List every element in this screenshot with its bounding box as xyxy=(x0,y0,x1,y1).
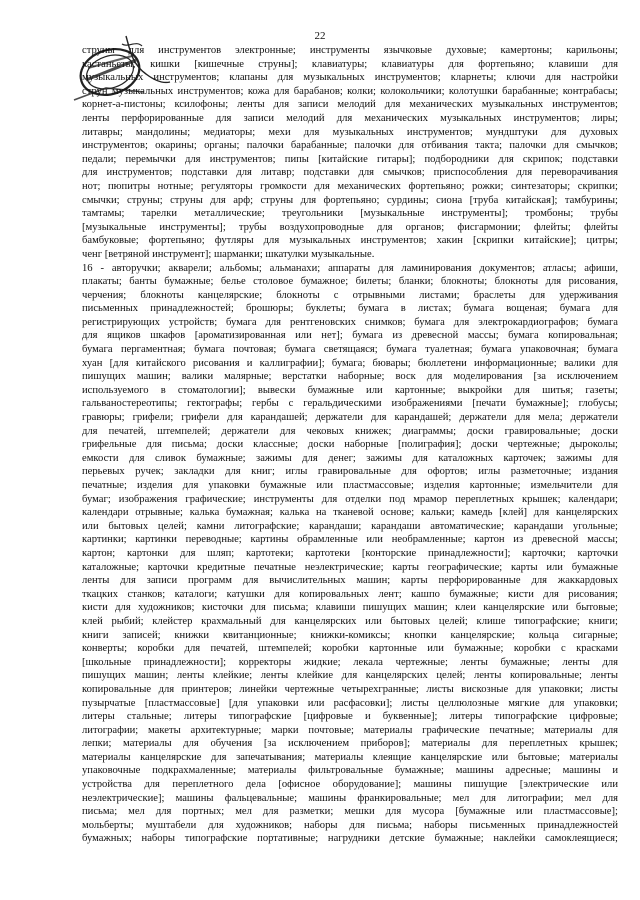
text-line: пишущих машин; валики малярные; верстатки наборные; воск для моделирования [за исключением xyxy=(82,371,618,383)
text-line: гальваностереотипы; гектографы; гербы с геральдическими изображениями [печати бумажные]; глобусы; xyxy=(82,398,618,410)
text-line: нот; пюпитры нотные; регуляторы громкости для механических фортепьяно; рожки; синтезаторы; скрипки; xyxy=(82,180,618,192)
text-line: бумага пергаментная; бумага почтовая; бумага светящаяся; бумага туалетная; бумага упаковочная; бумага xyxy=(82,344,618,356)
text-line: пузырчатые [пластмассовые] [для упаковки или расфасовки]; листы целлюлозные мягкие для упаковки; xyxy=(82,697,618,709)
text-line: хуан [для китайского рисования и каллиграфии]; бумага; бювары; бюллетени информационные; валики для xyxy=(82,357,618,369)
text-line: перьевых ручек; закладки для книг; иглы гравировальные для офортов; иглы разметочные; издания xyxy=(82,466,618,478)
text-line: плакаты; банты бумажные; белье столовое бумажное; билеты; бланки; блокноты; блокноты для рисования, xyxy=(82,276,618,288)
text-line: литографии; макеты архитектурные; марки почтовые; материалы графические печатные; материалы для xyxy=(82,724,618,736)
text-line: ткацких станков; каталоги; катушки для копировальных лент; кашпо бумажные; кисти для рисования; xyxy=(82,588,618,600)
text-line: материалы канцелярские для запечатывания; материалы клеящие канцелярские или бытовые; материалы xyxy=(82,751,618,763)
text-line: музыкальных инструментов; клапаны для музыкальных инструментов; кларнеты; ключи для настройки xyxy=(82,72,618,84)
text-line: копировальные для принтеров; линейки чертежные четырехгранные; листы вискозные для упаковки; листы xyxy=(82,683,618,695)
text-line: пишущих машин; ленты клейкие; ленты клейкие для канцелярских целей; ленты копировальные; ленты xyxy=(82,670,618,682)
text-line: лепки; материалы для обучения [за исключением приборов]; материалы для переплетных крышек; xyxy=(82,738,618,750)
document-body xyxy=(82,44,618,846)
text-line: упаковочные подкрахмаленные; материалы фильтровальные бумажные; машины адресные; машины и xyxy=(82,765,618,777)
text-line: клей рыбий; клейстер крахмальный для канцелярских или бытовых целей; клише типографские; книги; xyxy=(82,615,618,627)
text-line: используемого в стоматологии]; вывески бумажные или картонные; выкройки для шитья; газеты; xyxy=(82,384,618,396)
text-line: гравюры; грифели; грифели для карандашей; держатели для карандашей; держатели для мела; держатели xyxy=(82,412,618,424)
text-line: струны для инструментов электронные; инструменты язычковые духовые; камертоны; карильоны; xyxy=(82,45,618,56)
text-line: письменных принадлежностей; брошюры; буклеты; бумага в листах; бумага вощеная; бумага для xyxy=(82,303,618,315)
text-line: мольберты; муштабели для художников; наборы для письма; наборы письменных принадлежностей xyxy=(82,819,618,831)
text-line: емкости для сливок бумажные; зажимы для денег; зажимы для каталожных карточек; зажимы для xyxy=(82,452,618,464)
text-line: струн музыкальных инструментов; кожа для барабанов; колки; колокольчики; колотушки барабанные; контрабасы; xyxy=(82,85,618,97)
text-line: литеры стальные; литеры типографские [цифровые и буквенные]; литеры типографские цифровые; xyxy=(82,711,618,723)
text-line: регистрирующих устройств; бумага для рентгеновских снимков; бумага для электрокардиографов; бумага xyxy=(82,316,618,328)
page-number: 22 xyxy=(314,30,326,42)
text-line: смычки; струны; струны для арф; струны для фортепьяно; сурдины; сиона [труба китайская]; тамбурины; xyxy=(82,194,618,206)
text-line: черчения; блокноты канцелярские; блокноты с отрывными листами; браслеты для удерживания xyxy=(82,289,618,301)
text-line: для печатей, штемпелей; держатели для чековых книжек; диаграммы; доски гравировальные; доски xyxy=(82,425,618,437)
text-line: бумаг; изображения графические; инструменты для отделки под мрамор переплетных крышек; календари; xyxy=(82,493,618,505)
text-line: педали; перемычки для инструментов; пипы [китайские гитары]; подбородники для скрипок; подставки xyxy=(82,153,618,165)
text-line: картинки; картинки переводные; картины обрамленные или необрамленные; картон из древесной массы; xyxy=(82,534,618,546)
text-line: тамтамы; тарелки металлические; треугольники [музыкальные инструменты]; тромбоны; трубы xyxy=(82,208,618,220)
text-line: печатные; изделия для упаковки бумажные или пластмассовые; изделия картонные; измельчители для xyxy=(82,480,618,491)
text-line: картон; картонки для шляп; картотеки; картотеки [конторские принадлежности]; карточки; карточки xyxy=(82,547,618,559)
text-line: корнет-а-пистоны; ксилофоны; ленты для записи мелодий для механических музыкальных инструментов; xyxy=(82,99,618,111)
text-line: инструментов; окарины; органы; палочки барабанные; палочки для отбивания такта; палочки для смычков; xyxy=(82,140,618,152)
text-line: книги записей; книжки квитанционные; книжки-комиксы; кнопки канцелярские; кольца сигарные; xyxy=(82,629,618,641)
text-line: [музыкальные инструменты]; трубы воздухопроводные для органов; фисгармонии; флейты; флейты xyxy=(82,221,618,233)
text-line: 16 - авторучки; акварели; альбомы; альманахи; аппараты для ламинирования документов; атласы; афиши, xyxy=(82,262,618,274)
text-line: кисти для художников; кисточки для письма; клавиши пишущих машин; клеи канцелярские или бытовые; xyxy=(82,602,618,614)
text-line: письма; мел для портных; мел для разметки; мешки для мусора [бумажные или пластмассовые]; xyxy=(82,806,618,818)
text-line: ленты для записи программ для вычислительных машин; карты перфорированные для жаккардовых xyxy=(82,575,618,587)
text-line: [школьные принадлежности]; корректоры жидкие; лекала чертежные; ленты бумажные; ленты для xyxy=(82,656,618,668)
text-line: бумажных; наборы типографские портативные; нагрудники детские бумажные; наклейки самоклеящиеся; xyxy=(82,833,618,845)
text-line: устройства для переплетного дела [офисное оборудование]; машины пишущие [электрические или xyxy=(82,779,618,791)
text-line: ченг [ветряной инструмент]; шарманки; шкатулки музыкальные. xyxy=(82,248,375,260)
text-line: неэлектрические]; машины фальцевальные; машины франкировальные; мел для литографии; мел для xyxy=(82,792,618,804)
text-line: или бытовых целей; камни литографские; карандаши; карандаши автоматические; карандаши угольные; xyxy=(82,520,618,532)
text-line: для ящиков шкафов [ароматизированная или нет]; бумага из древесной массы; бумага копировальная; xyxy=(82,330,618,342)
text-line: конверты; коробки для печатей, штемпелей; коробки картонные или бумажные; коробки с красками xyxy=(82,643,618,655)
text-line: ленты перфорированные для записи мелодий для механических музыкальных инструментов; лиры; xyxy=(82,112,618,124)
text-line: для инструментов; подставки для литавр; подставки для смычков; приспособления для переворачивания xyxy=(82,167,618,179)
text-line: литавры; мандолины; медиаторы; мехи для музыкальных инструментов; мундштуки для духовых xyxy=(82,126,618,138)
text-line: каталожные; карточки кредитные печатные неэлектрические; карты географические; карты или бумажные xyxy=(82,561,618,573)
text-line: календари отрывные; калька бумажная; калька на тканевой основе; кальки; камедь [клей] для канцелярских xyxy=(82,507,618,519)
text-line: грифельные для письма; доски классные; доски наборные [полиграфия]; доски чертежные; дыроколы; xyxy=(82,439,618,451)
text-line: кастаньеты; кишки [кишечные струны]; клавиатуры; клавиатуры для фортепьяно; клавиши для xyxy=(82,58,618,70)
text-line: бамбуковые; фортепьяно; футляры для музыкальных инструментов; хакин [скрипки китайские]; цитры; xyxy=(82,235,618,247)
